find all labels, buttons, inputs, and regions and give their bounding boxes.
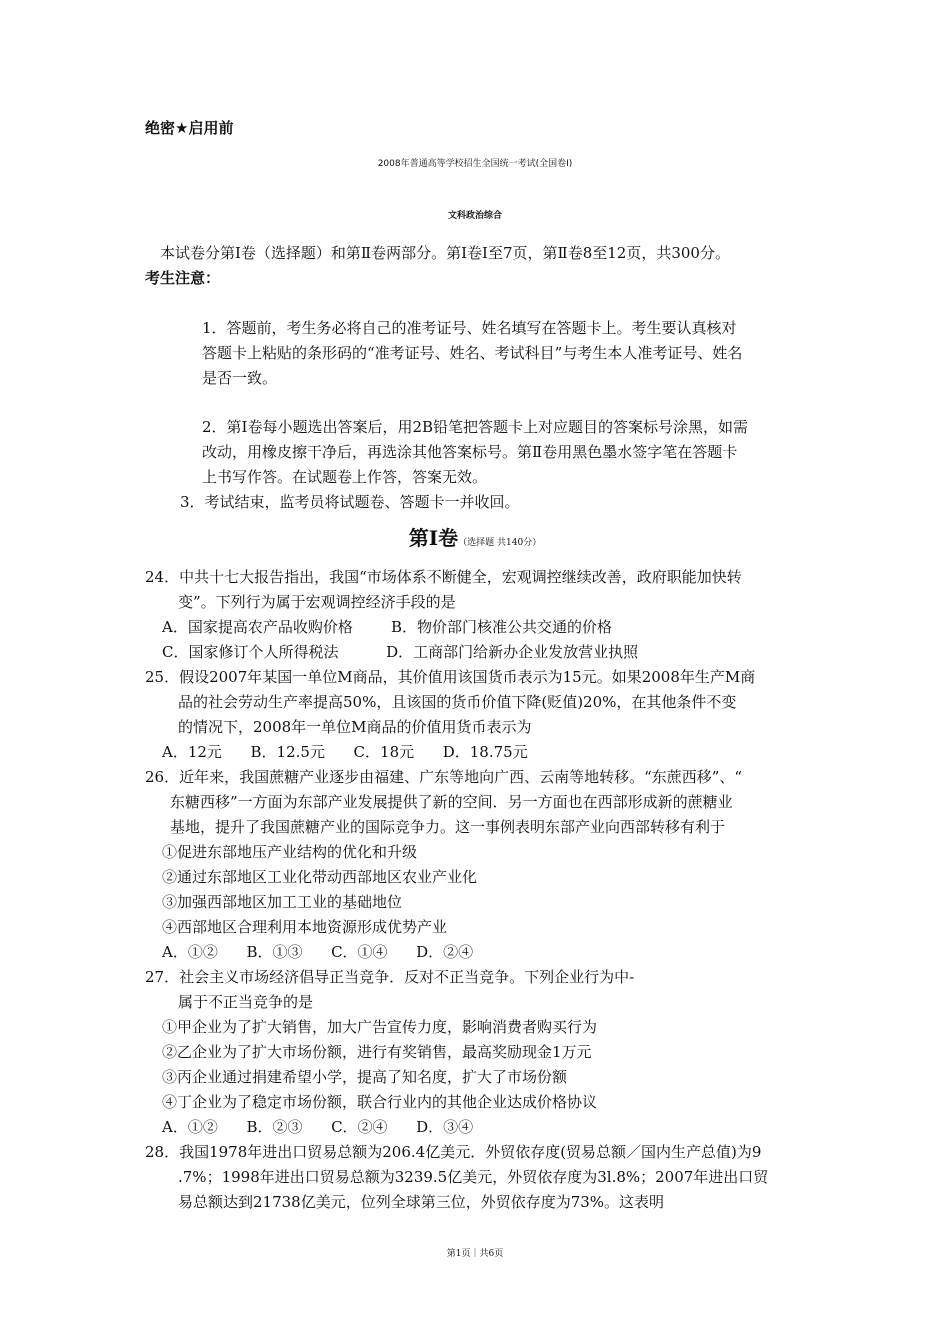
question-25-options: A．12元 B．12.5元 C．18元 D．18.75元	[162, 743, 528, 761]
question-27-item: ④丁企业为了稳定市场份额，联合行业内的其他企业达成价格协议	[162, 1093, 598, 1111]
section-note: （选择题 共140分）	[458, 538, 542, 548]
question-28-text: 28．我国1978年进出口贸易总额为206.4亿美元．外贸依存度(贸易总额／国内生产总值)为9	[145, 1143, 762, 1161]
question-28-text: 易总额达到21738亿美元，位列全球第三位，外贸依存度为73%。这表明	[178, 1193, 665, 1211]
question-26-options: A．①② B．①③ C．①④ D．②④	[162, 943, 474, 961]
question-27-text: 27．社会主义市场经济倡导正当竞争．反对不正当竞争。下列企业行为中-	[145, 968, 635, 986]
question-24-options: A．国家提高农产品收购价格 B．物价部门核准公共交通的价格	[162, 618, 613, 636]
notice-1-line: 答题卡上粘贴的条形码的“准考证号、姓名、考试科目”与考生本人准考证号、姓名	[202, 344, 743, 362]
page-footer: 第1页｜共6页	[446, 1249, 504, 1259]
question-24-options: C．国家修订个人所得税法 D．工商部门给新办企业发放营业执照	[162, 643, 639, 661]
section-name: 第Ⅰ卷	[408, 526, 459, 550]
question-26-text: 东糖西移”一方面为东部产业发展提供了新的空间．另一方面也在西部形成新的蔗糖业	[170, 793, 733, 811]
secret-mark: 绝密★启用前	[145, 119, 234, 137]
question-26-item: ②通过东部地区工业化带动西部地区农业产业化	[162, 868, 478, 886]
exam-title: 2008年普通高等学校招生全国统一考试(全国卷Ⅰ)	[377, 159, 573, 169]
question-25-text: 25．假设2007年某国一单位M商品，其价值用该国货币表示为15元。如果2008年生产M商	[145, 668, 756, 686]
notice-heading: 考生注意：	[145, 269, 221, 287]
notice-2-line: 改动，用橡皮擦干净后，再选涂其他答案标号。第Ⅱ卷用黑色墨水签字笔在答题卡	[202, 443, 738, 461]
section-heading	[0, 528, 950, 553]
notice-1-line: 1．答题前，考生务必将自己的准考证号、姓名填写在答题卡上。考生要认真核对	[202, 319, 737, 337]
question-26-item: ①促进东部地压产业结构的优化和升级	[162, 843, 418, 861]
question-24-text: 变”。下列行为属于宏观调控经济手段的是	[178, 593, 456, 611]
notice-1-line: 是否一致。	[202, 369, 278, 387]
intro-text: 本试卷分第Ⅰ卷（选择题）和第Ⅱ卷两部分。第Ⅰ卷Ⅰ至7页，第Ⅱ卷8至12页，共300分。	[160, 244, 730, 262]
subject-title: 文科政治综合	[447, 211, 502, 221]
notice-3-line: 3．考试结束，监考员将试题卷、答题卡一并收回。	[180, 493, 520, 511]
question-25-text: 的情况下，2008年一单位M商品的价值用货币表示为	[178, 718, 532, 736]
question-26-item: ③加强西部地区加工工业的基础地位	[162, 893, 403, 911]
notice-2-line: 上书写作答。在试题卷上作答，答案无效。	[202, 468, 488, 486]
question-27-item: ③丙企业通过捐建希望小学，提高了知名度，扩大了市场份额	[162, 1068, 568, 1086]
question-26-item: ④西部地区合理利用本地资源形成优势产业	[162, 918, 448, 936]
question-27-item: ①甲企业为了扩大销售，加大广告宣传力度，影响消费者购买行为	[162, 1018, 598, 1036]
question-26-text: 26．近年来，我国蔗糖产业逐步由福建、广东等地向广西、云南等地转移。“东蔗西移”、“	[145, 768, 743, 786]
question-27-item: ②乙企业为了扩大市场份额，进行有奖销售，最高奖励现金1万元	[162, 1043, 592, 1061]
question-26-text: 基地，提升了我国蔗糖产业的国际竞争力。这一事例表明东部产业向西部转移有利于	[170, 818, 726, 836]
question-27-options: A．①② B．②③ C．②④ D．③④	[162, 1118, 474, 1136]
notice-2-line: 2．第Ⅰ卷每小题选出答案后，用2B铅笔把答题卡上对应题目的答案标号涂黑，如需	[202, 418, 749, 436]
question-27-text: 属于不正当竞争的是	[178, 993, 314, 1011]
question-25-text: 品的社会劳动生产率提高50%，且该国的货币价值下降(贬值)20%，在其他条件不变	[178, 693, 737, 711]
question-28-text: .7%；1998年进出口贸易总额为3239.5亿美元，外贸依存度为3l.8%；2007年进出口贸	[178, 1168, 769, 1186]
question-24-text: 24．中共十七大报告指出，我国“市场体系不断健全，宏观调控继续改善，政府职能加快转	[145, 568, 742, 586]
